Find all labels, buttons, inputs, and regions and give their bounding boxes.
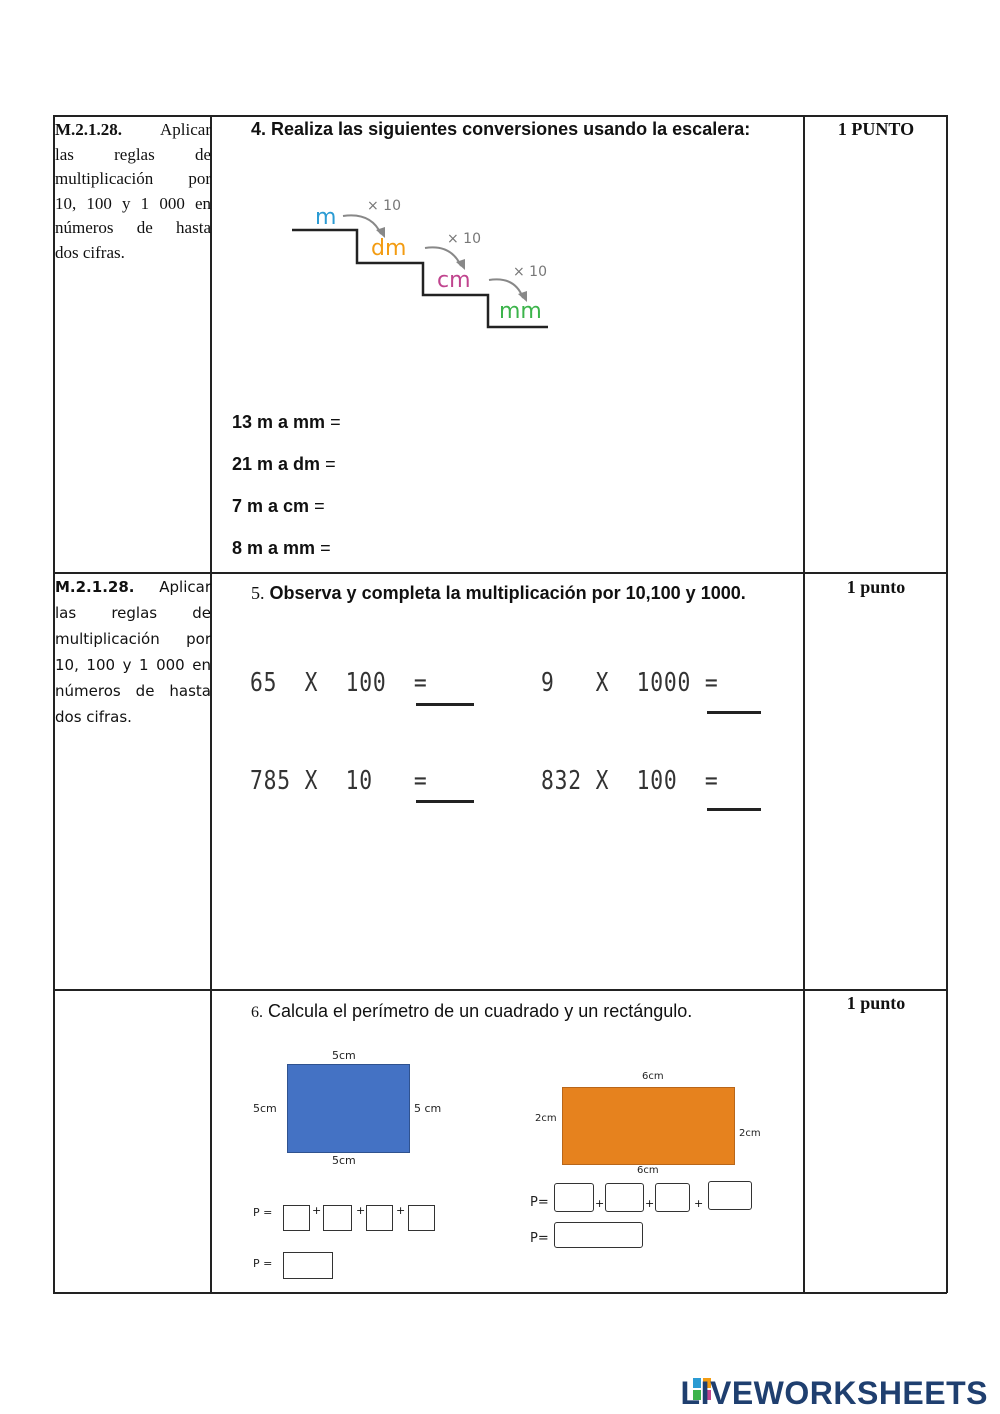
rect-bottom-label: 6cm [637,1165,659,1176]
question-text: Calcula el perímetro de un cuadrado y un rectángulo. [268,1001,693,1021]
square-top-label: 5cm [332,1049,356,1062]
square-bottom-label: 5cm [332,1154,356,1167]
points-badge: 1 punto [846,993,906,1013]
points-badge: 1 punto [846,577,906,597]
unit-mm: mm [499,299,542,324]
equals-sign: = [330,412,341,432]
answer-blank[interactable] [707,808,761,811]
perimeter-total-label: P = [253,1257,273,1270]
table-border-bottom [53,1292,947,1294]
conversion-ladder-diagram [285,190,560,335]
objective-line: multiplicación por [55,169,211,188]
objective-cell-2 [55,574,211,730]
perimeter-label: P= [530,1195,549,1210]
conversion-item [232,412,341,433]
question-6-title [251,1001,791,1022]
unit-cm: cm [437,268,471,293]
conversion-item [232,454,336,475]
question-number: 6. [251,1004,263,1021]
liveworksheets-wordmark: LIVEWORKSHEETS [680,1375,988,1411]
question-4-title: 4. Realiza las siguientes conversiones usando la escalera: [251,119,751,139]
plus-sign: + [396,1204,406,1217]
perimeter-input-box[interactable] [366,1205,393,1231]
perimeter-total-box[interactable] [554,1222,643,1248]
objective-code: M.2.1.28. [55,120,123,139]
conversion-label: 21 m a dm [232,454,321,474]
perimeter-label: P = [253,1206,273,1219]
conversion-label: 13 m a mm [232,412,326,432]
equals-sign: = [314,496,325,516]
objective-cell-1 [55,118,211,265]
perimeter-input-box[interactable] [605,1183,644,1212]
plus-sign: + [312,1204,322,1217]
factor-label: × 10 [447,231,481,247]
table-border-top [53,115,947,117]
table-row-divider-2 [53,989,947,991]
question-number: 5. [251,583,265,603]
rect-left-label: 2cm [535,1113,557,1124]
perimeter-input-box[interactable] [708,1181,752,1210]
perimeter-input-box[interactable] [554,1183,594,1212]
plus-sign: + [645,1197,655,1210]
perimeter-input-box[interactable] [408,1205,435,1231]
plus-sign: + [694,1197,704,1210]
conversion-label: 7 m a cm [232,496,310,516]
conversion-item [232,538,331,559]
unit-dm: dm [371,236,407,261]
blue-square [287,1064,410,1153]
factor-label: × 10 [367,198,401,214]
square-left-label: 5cm [253,1102,277,1115]
multiplication-expr: 9 X 1000 = [541,668,719,698]
objective-line: números de hasta [55,218,211,237]
objective-line: Aplicar [160,120,211,139]
answer-blank[interactable] [416,800,474,803]
table-col-divider-2 [803,115,805,1293]
question-text: Observa y completa la multiplicación por 10,100 y 1000. [269,583,746,603]
perimeter-total-label: P= [530,1231,549,1246]
arrow-3 [489,279,523,298]
plus-sign: + [356,1204,366,1217]
plus-sign: + [595,1197,605,1210]
perimeter-input-box[interactable] [283,1205,310,1231]
table-border-right [946,115,948,1293]
objective-line: dos cifras. [55,242,125,262]
multiplication-expr: 785 X 10 = [250,766,428,796]
points-badge: 1 PUNTO [837,119,915,139]
factor-label: × 10 [513,264,547,280]
orange-rectangle [562,1087,735,1165]
answer-blank[interactable] [416,703,474,706]
rect-top-label: 6cm [642,1071,664,1082]
perimeter-input-box[interactable] [323,1205,352,1231]
objective-line: 10, 100 y 1 000 en [55,193,211,213]
perimeter-input-box[interactable] [655,1183,690,1212]
objective-line: las reglas de [55,144,211,164]
question-5-title [251,582,781,605]
unit-m: m [315,205,337,230]
answer-blank[interactable] [707,711,761,714]
conversion-item [232,496,325,517]
objective-text: Aplicar las reglas de multiplicación por 10, 100 y 1 000 en números de hasta dos cifras. [55,578,211,726]
rect-right-label: 2cm [739,1128,761,1139]
equals-sign: = [325,454,336,474]
multiplication-expr: 65 X 100 = [250,668,428,698]
perimeter-total-box[interactable] [283,1252,333,1279]
objective-code: M.2.1.28. [55,578,135,596]
conversion-label: 8 m a mm [232,538,316,558]
multiplication-expr: 832 X 100 = [541,766,719,796]
equals-sign: = [320,538,331,558]
square-right-label: 5 cm [414,1102,442,1115]
arrow-2 [425,247,461,266]
